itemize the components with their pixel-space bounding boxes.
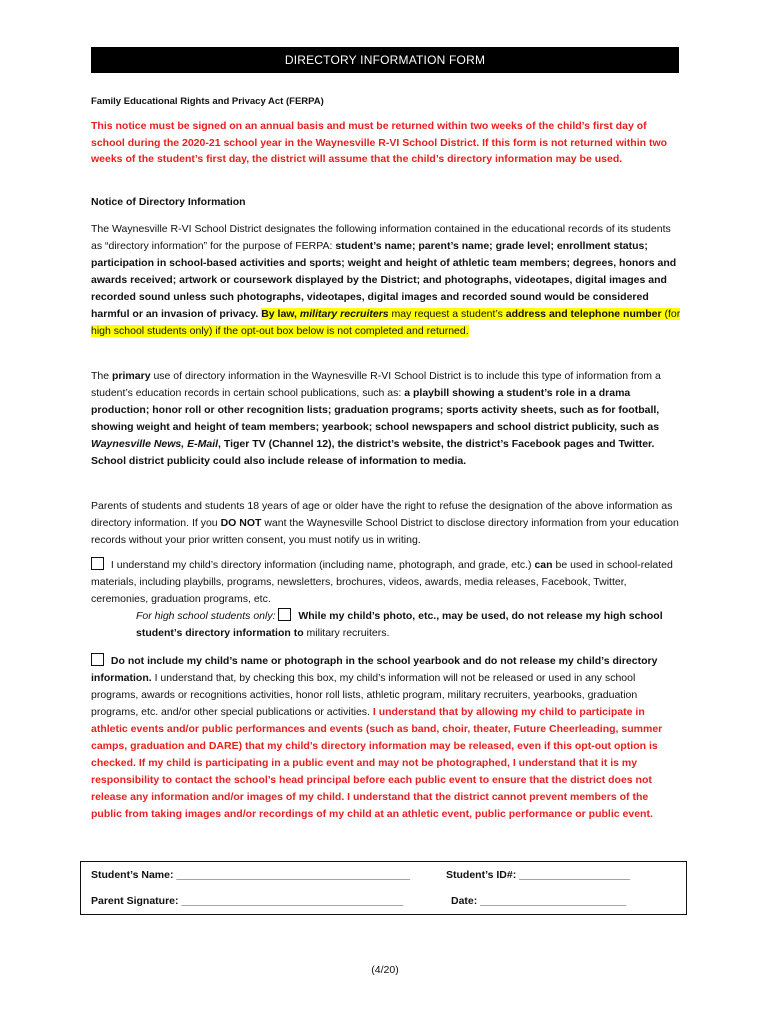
return-notice: This notice must be signed on an annual basis and must be returned within two weeks of the child’s first day of school during the 2020-21 school year in the Waynesville R-VI School District. If this form is not returned within two weeks of the student’s first day, the district will assume that the child’s directory information may be used. — [91, 120, 668, 165]
optout-option — [91, 653, 681, 823]
parent-signature-field[interactable]: Parent Signature: ______________________________________ — [91, 895, 404, 907]
p1-items: student’s name; parent’s name; grade level; enrollment status; participation in school-based activities and sports; weight and height of athletic team members; degrees, honors and awards received; artwork or coursework displayed by the District; and photographs, videotapes, digital images and recorded sound unless such photographs, videotapes, digital images and recorded sound would be considered harmful or an invasion of privacy. — [91, 240, 677, 320]
signature-box — [80, 861, 687, 915]
hs-end: military recruiters. — [303, 627, 390, 639]
primary-use-paragraph — [91, 368, 681, 470]
section-heading: Notice of Directory Information — [91, 196, 246, 208]
p1-law-a: By law, — [261, 308, 300, 320]
high-school-option — [91, 608, 681, 642]
consent-checkbox[interactable] — [91, 557, 104, 570]
consent-option — [91, 557, 681, 642]
hs-label: For high school students only: — [136, 610, 276, 622]
p1-law-d: address and telephone number — [505, 308, 662, 320]
optout-checkbox[interactable] — [91, 653, 104, 666]
p4-c: be used in school-related materials, including playbills, programs, newsletters, brochures, videos, awards, media releases, Facebook, Twitter, ceremonies, graduation programs, etc. — [91, 559, 673, 605]
hs-bold: While my child’s photo, etc., may be used, do not release my high school student’s directory information to — [136, 610, 663, 639]
military-optout-checkbox[interactable] — [278, 608, 291, 621]
p2-d: a playbill showing a student’s role in a drama production; honor roll or other recognition lists; graduation programs; sports activity sheets, such as for football, showing weight and height of team members; yearbook; school newspapers and school district publicity, such as — [91, 387, 660, 433]
p1-law-e: (for high school students only) if the opt-out box below is not completed and returned. — [91, 308, 681, 337]
p3-c: want the Waynesville School District to disclose directory information from your education records without your prior written consent, you must notify us in writing. — [91, 517, 679, 546]
p2-e: Waynesville News, E-Mail — [91, 438, 219, 450]
form-title-bar — [91, 47, 679, 73]
p4-a: I understand my child’s directory information (including name, photograph, and grade, etc.) — [110, 559, 535, 571]
p2-f: , Tiger TV (Channel 12), the district’s website, the district’s Facebook pages and Twitter. School district publicity could also include release of information to media. — [91, 438, 655, 467]
p2-c: use of directory information in the Waynesville R-VI School District is to include this type of information from a student’s education records in certain school publications, such as: — [91, 370, 661, 399]
p1-law-b: military recruiters — [299, 308, 389, 320]
date-field[interactable]: Date: _________________________ — [451, 895, 627, 907]
p3-b: DO NOT — [220, 517, 262, 529]
p2-b: primary — [112, 370, 151, 382]
p5-b: I understand that, by checking this box, my child’s information will not be released or used in any school programs, awards or recognitions activities, honor roll lists, athletic program, military recruiters, yearbooks, graduation programs, etc. and/or other special publications or activities. — [91, 672, 638, 718]
p1-intro: The Waynesville R-VI School District designates the following information contained in the educational records of its students as “directory information” for the purpose of FERPA: — [91, 223, 671, 252]
form-title: DIRECTORY INFORMATION FORM — [284, 53, 486, 67]
p5-a: Do not include my child’s name or photograph in the school yearbook and do not release my child’s directory information. — [91, 655, 658, 684]
student-id-field[interactable]: Student’s ID#: ___________________ — [446, 869, 631, 881]
ferpa-subtitle: Family Educational Rights and Privacy Act (FERPA) — [91, 96, 324, 107]
form-revision: (4/20) — [371, 964, 399, 976]
directory-definition-paragraph — [91, 221, 681, 340]
p2-a: The — [91, 370, 113, 382]
refusal-paragraph — [91, 498, 681, 549]
p3-a: Parents of students and students 18 years of age or older have the right to refuse the designation of the above information as directory information. If you — [91, 500, 673, 529]
student-name-field[interactable]: Student’s Name: ________________________________________ — [91, 869, 410, 881]
p5-c: I understand that by allowing my child to participate in athletic events and/or public performances and events (such as band, choir, theater, Future Cheerleading, summer camps, graduation and DARE) that my child’s directory information may be released, even if this opt-out option is checked. If my child is participating in a public event and may not be photographed, I understand that it is my responsibility to contact the school’s head principal before each public event to ensure that the district does not release any information and/or images of my child. I understand that the district cannot prevent members of the public from taking images and/or recordings of my child at an athletic event, public performance or public event. — [91, 706, 663, 820]
p1-law-c: may request a student’s — [391, 308, 506, 320]
p4-b: can — [534, 559, 553, 571]
